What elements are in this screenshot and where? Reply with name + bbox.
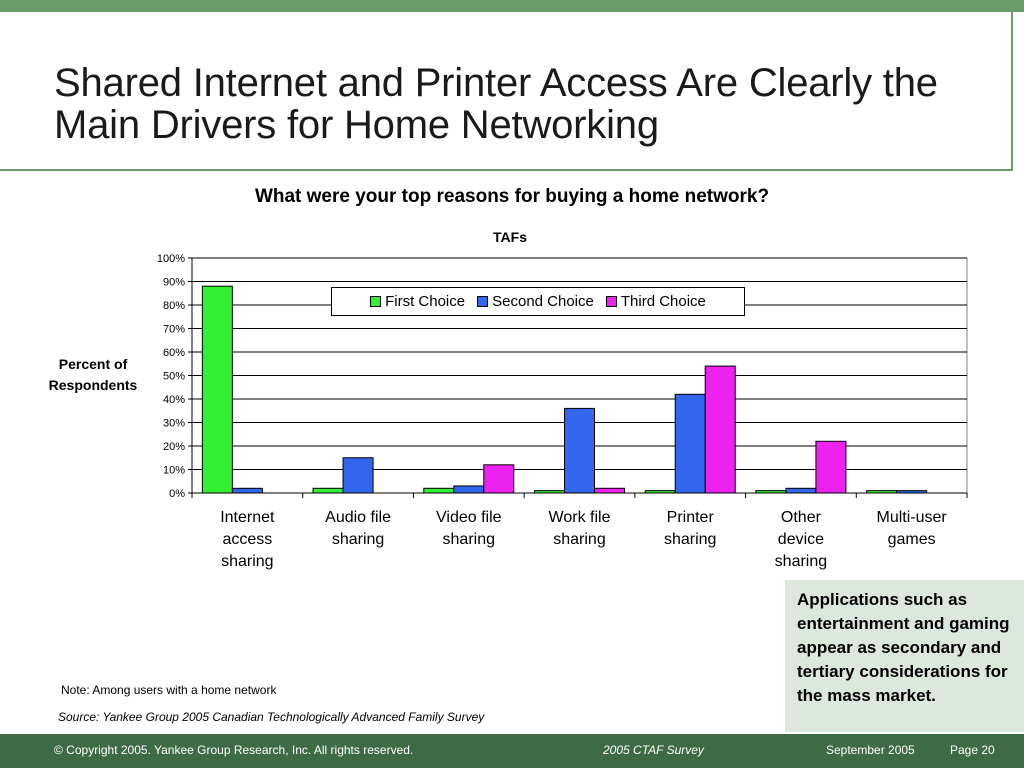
bar-second-choice (232, 488, 262, 493)
chart-legend (331, 287, 745, 316)
bar-first-choice (313, 488, 343, 493)
chart-source: Source: Yankee Group 2005 Canadian Technologically Advanced Family Survey (58, 710, 485, 724)
y-axis-label: Percent of Respondents (48, 356, 138, 393)
x-category-label: Printer sharing (663, 509, 717, 548)
x-category-label: Multi-user games (876, 509, 947, 548)
bar-second-choice (565, 408, 595, 493)
bar-first-choice (535, 491, 565, 493)
bar-first-choice (867, 491, 897, 493)
y-tick-label: 30% (162, 417, 185, 430)
x-category-label: Internet access sharing (220, 509, 275, 570)
y-tick-label: 100% (156, 253, 185, 265)
bar-second-choice (897, 491, 927, 493)
chart-note: Note: Among users with a home network (61, 683, 277, 697)
y-tick-label: 50% (162, 370, 185, 383)
bar-first-choice (756, 491, 786, 493)
footer-bar (0, 734, 1024, 768)
legend-label: First Choice (385, 293, 466, 310)
y-tick-label: 20% (162, 441, 185, 453)
legend-swatch (370, 296, 381, 307)
bar-second-choice (675, 394, 705, 493)
y-tick-label: 10% (162, 464, 185, 477)
x-category-label: Video file sharing (436, 509, 502, 548)
callout-box: Applications such as entertainment and gaming appear as secondary and tertiary considerations for the mass market. (785, 580, 1024, 732)
y-tick-label: 0% (169, 488, 185, 500)
y-tick-label: 40% (162, 394, 185, 406)
slide-title: Shared Internet and Printer Access Are Clearly the Main Drivers for Home Networking (54, 61, 938, 147)
legend-item (370, 293, 465, 310)
bar-third-choice (595, 488, 625, 493)
survey-question: What were your top reasons for buying a home network? (254, 186, 770, 207)
legend-swatch (477, 296, 488, 307)
chart-title: TAFs (493, 229, 527, 245)
y-tick-label: 60% (162, 347, 185, 359)
bar-second-choice (786, 488, 816, 493)
legend-item (477, 293, 594, 310)
y-tick-label: 90% (162, 276, 185, 289)
footer-page-number: Page 20 (950, 743, 995, 757)
bar-first-choice (202, 286, 232, 493)
legend-label: Second Choice (492, 293, 594, 310)
legend-label: Third Choice (620, 293, 706, 310)
bar-second-choice (454, 486, 484, 493)
x-category-label: Audio file sharing (325, 509, 391, 548)
bar-third-choice (816, 441, 846, 493)
footer-date: September 2005 (826, 743, 915, 757)
y-tick-label: 70% (162, 323, 185, 336)
x-category-label: Other device sharing (774, 509, 828, 570)
bar-first-choice (645, 491, 675, 493)
legend-item (606, 293, 706, 310)
legend-swatch (606, 296, 617, 307)
bar-third-choice (484, 465, 514, 493)
bar-first-choice (424, 488, 454, 493)
x-category-label: Work file sharing (548, 509, 611, 548)
footer-copyright: © Copyright 2005. Yankee Group Research, Inc. All rights reserved. (54, 743, 414, 757)
footer-survey-name: 2005 CTAF Survey (603, 743, 704, 757)
y-tick-label: 80% (162, 300, 185, 312)
bar-third-choice (705, 366, 735, 493)
bar-second-choice (343, 458, 373, 493)
